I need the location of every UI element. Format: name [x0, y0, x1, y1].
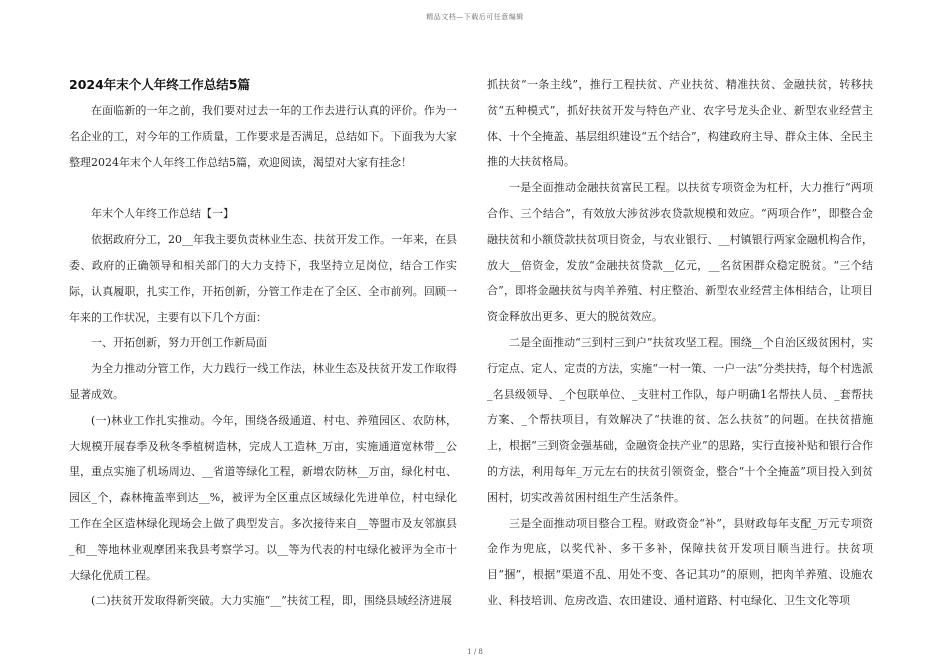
right-paragraph: 二是全面推动“三到村三到户”扶贫攻坚工程。围绕__个自治区级贫困村，实行定点、定人、定责的方法，实施“一村一策、一户一法”分类扶持，每个村选派_名县级领导、_个包联单位、_支驻村工作队，每户明确1名帮扶人员、_套帮扶方案、_个帮扶项目，有效解决了“扶谁的贫、怎么扶贫”的问题。在扶贫措施上，根据“三到资金强基础，金融资金扶产业”的思路，实行直接补贴和银行合作的方法，利用每年_万元左右的扶贫引领资金，整合“十个全掩盖”项目投入到贫困村，切实改善贫困村组生产生活条件。	[487, 335, 873, 504]
header-note: 精品文档—下载后可任意编辑	[426, 13, 524, 21]
intro-paragraph: 在面临新的一年之前，我们要对过去一年的工作去进行认真的评价。作为一名企业的工，对今年的工作质量，工作要求是否满足，总结如下。下面我为大家整理2024年末个人年终工作总结5篇，欢迎阅读，渴望对大家有挂念！	[69, 104, 457, 169]
right-column	[487, 72, 873, 614]
right-paragraph: 一是全面推动金融扶贫富民工程。以扶贫专项资金为杠杆，大力推行“两项合作、三个结合”，有效放大涉贫涉农贷款规模和效应。“两项合作”，即整合金融扶贫和小额贷款扶贫项目资金，与农业银行、__村镇银行两家金融机构合作，放大__倍资金，发放“金融扶贫贷款__亿元，__名贫困群众稳定脱贫。“三个结合”，即将金融扶贫与肉羊养殖、村庄整治、新型农业经营主体相结合，让项目资金释放出更多、更大的脱贫效应。	[487, 181, 873, 324]
left-paragraph: 为全力推动分管工作，大力践行一线工作法，林业生态及扶贫开发工作取得显著成效。	[69, 362, 457, 401]
left-paragraph: (二)扶贫开发取得新突破。大力实施“__”扶贫工程，即，围绕县域经济进展	[91, 594, 452, 608]
left-paragraph: 依据政府分工，20__年我主要负责林业生态、扶贫开发工作。一年来，在县委、政府的正确领导和相关部门的大力支持下，我坚持立足岗位，结合工作实际，认真履职，扎实工作，开拓创新，分管工作走在了全区、全市前列。回顾一年来的工作状况，主要有以下几个方面：	[69, 233, 457, 324]
document-title: 2024年末个人年终工作总结5篇	[69, 77, 250, 92]
right-paragraph: 抓扶贫“一条主线”，推行工程扶贫、产业扶贫、精准扶贫、金融扶贫，转移扶贫“五种模式”，抓好扶贫开发与特色产业、农字号龙头企业、新型农业经营主体、十个全掩盖、基层组织建设“五个结合”，构建政府主导、群众主体、全民主推的大扶贫格局。	[487, 78, 873, 169]
spacer	[69, 175, 457, 201]
page-number: 1 / 8	[467, 648, 483, 656]
section-heading: 年末个人年终工作总结【一】	[91, 207, 234, 221]
right-paragraph: 三是全面推动项目整合工程。财政资金“补”，县财政每年支配_万元专项资金作为兜底，以奖代补、多干多补，保障扶贫开发项目顺当进行。扶贫项目“捆”，根据“渠道不乱、用处不变、各记其功”的原则，把肉羊养殖、设施农业、科技培训、危房改造、农田建设、通村道路、村屯绿化、卫生文化等项	[487, 516, 873, 607]
left-column	[69, 72, 457, 614]
left-paragraph: (一)林业工作扎实推动。今年，围绕各级通道、村屯、养殖园区、农防林，大规模开展春季及秋冬季植树造林，完成人工造林_万亩，实施通道宽林带__公里，重点实施了机场周边、__省道等绿化工程，新增农防林__万亩，绿化村屯、园区_个，森林掩盖率到达__%，被评为全区重点区域绿化先进单位，村屯绿化工作在全区造林绿化现场会上做了典型发言。多次接待来自__等盟市及友邻旗县_和__等地林业观摩团来我县考察学习。以__等为代表的村屯绿化被评为全市十大绿化优质工程。	[69, 413, 457, 582]
left-paragraph: 一、开拓创新，努力开创工作新局面	[91, 336, 267, 350]
